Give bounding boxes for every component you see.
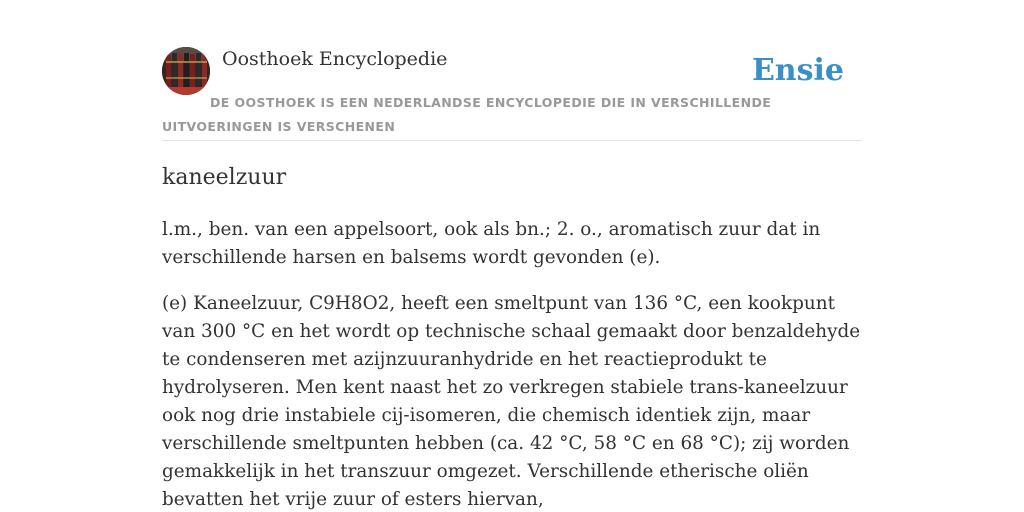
article-paragraph: (e) Kaneelzuur, C9H8O2, heeft een smeltpunt van 136 °C, een kookpunt van 300 °C en het wordt op technische schaal gemaakt door benzaldehyde te condenseren met azijnzuuranhydride en het reactieprodukt te hydrolyseren. Men kent naast het zo verkregen stabiele trans-kaneelzuur ook nog drie instabiele cij-isomeren, die chemisch identiek zijn, maar verschillende smeltpunten hebben (ca. 42 °C, 58 °C en 68 °C); zij worden gemakkelijk in het transzuur omgezet. Verschillende etherische oliën bevatten het vrije zuur of esters hiervan,: [162, 293, 861, 510]
site-header: [162, 46, 862, 141]
site-tagline: DE OOSTHOEK IS EEN NEDERLANDSE ENCYCLOPEDIE DIE IN VERSCHILLENDE UITVOERINGEN IS VERSCHENEN: [162, 95, 772, 134]
article: [162, 160, 864, 512]
article-paragraph: l.m., ben. van een appelsoort, ook als bn.; 2. o., aromatisch zuur dat in verschillende harsen en balsems wordt gevonden (e).: [162, 219, 821, 268]
site-name[interactable]: Oosthoek Encyclopedie: [222, 48, 448, 70]
encyclopedia-books-icon[interactable]: [162, 47, 210, 95]
article-term: kaneelzuur: [162, 165, 287, 190]
ensie-logo[interactable]: Ensie: [751, 53, 844, 88]
